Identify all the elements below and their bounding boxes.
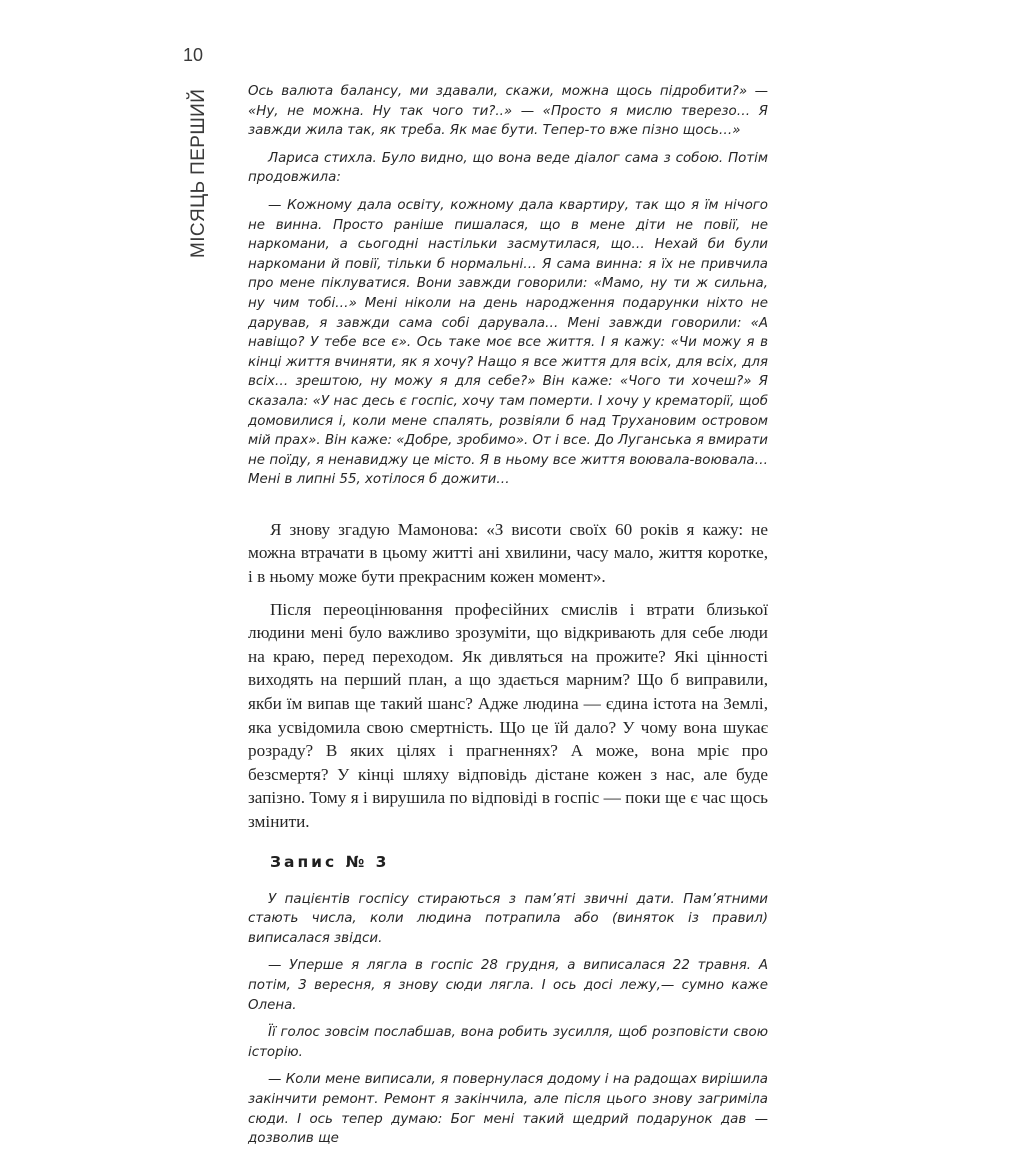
page-number: 10 — [183, 45, 204, 65]
quote-block-lariisa — [248, 82, 768, 490]
quote-paragraph: У пацієнтів госпісу стираються з пам’яті звичні дати. Пам’ятними стають числа, коли людина потрапила або (виняток із правил) виписалася звідси. — [248, 891, 768, 946]
body-paragraph: Після переоцінювання професійних смислів і втрати близької людини мені було важливо зрозуміти, що відкривають для себе люди на краю, перед переходом. Як дивляться на прожите? Які цінності виходять на перший план, а що здається марним? Що б виправили, якби їм випав ще такий шанс? Адже людина — єдина істота на Землі, яка усвідомила свою смертність. Що це їй дало? У чому вона шукає розраду? В яких цілях і прагненнях? А може, вона мріє про безсмертя? У кінці шляху відповідь дістане кожен з нас, але буде запізно. Тому я і вирушила по відповіді в госпіс — поки ще є час щось змінити. — [248, 599, 768, 831]
quote-paragraph: Її голос зовсім послабшав, вона робить зусилля, щоб розповісти свою історію. — [248, 1025, 768, 1060]
running-head-text: МІСЯЦЬ ПЕРШИЙ — [188, 88, 209, 258]
quote-paragraph: Ось валюта балансу, ми здавали, скажи, можна щось підробити?» — «Ну, не можна. Ну так чого ти?..» — «Просто я мислю тверезо… Я завжди жила так, як треба. Як має бути. Тепер-то вже пізно щось…» — [248, 84, 768, 139]
quote-block-olena — [248, 890, 768, 1149]
quote-paragraph: — Уперше я лягла в госпіс 28 грудня, а виписалася 22 травня. А потім, 3 вересня, я знову сюди лягла. І ось досі лежу,— сумно каже Олена. — [248, 958, 768, 1013]
running-head — [184, 83, 214, 258]
quote-paragraph: — Кожному дала освіту, кожному дала квартиру, так що я їм нічого не винна. Просто раніше пишалася, що в мене діти не повії, не наркомани, а сьогодні настільки засмутилася, що… Нехай би були наркомани й повії, тільки б нормальні… Я сама винна: я їх не привчила про мене піклуватися. Вони завжди говорили: «Мамо, ну ти ж сильна, ну чим тобі…» Мені ніколи на день народження подарунки ніхто не дарував, я завжди сама собі дарувала… Мені завжди говорили: «А навіщо? У тебе все є». Ось таке моє все життя. І я кажу: «Чи можу я в кінці життя вчиняти, як я хочу? Нащо я все життя для всіх, для всіх, для всіх… зрештою, ну можу я для себе?» Він каже: «Чого ти хочеш?» Я сказала: «У нас десь є госпіс, хочу там померти. І хочу у крематорії, щоб домовилися і, коли мене спалять, розвіяли б над Трухановим островом мій прах». Він каже: «Добре, зробимо». От і все. До Луганська я вмирати не поїду, я ненавиджу це місто. Я в ньому все життя воювала-воювала… Мені в липні 55, хотілося б дожити… — [248, 197, 768, 488]
section-heading: Запис № 3 — [270, 852, 390, 871]
body-paragraph: Я знову згадую Мамонова: «З висоти своїх 60 років я кажу: не можна втрачати в цьому житті ані хвилини, часу мало, життя коротке, і в ньому може бути прекрасним кожен момент». — [248, 519, 768, 587]
text-column — [248, 82, 768, 1157]
quote-paragraph: Лариса стихла. Було видно, що вона веде діалог сама з собою. Потім продовжила: — [248, 150, 768, 186]
quote-paragraph: — Коли мене виписали, я повернулася додому і на радощах вирішила закінчити ремонт. Ремонт я закінчила, але після цього знову загриміла сюди. І ось тепер думаю: Бог мені такий щедрий подарунок дав — дозволив ще — [248, 1072, 768, 1147]
